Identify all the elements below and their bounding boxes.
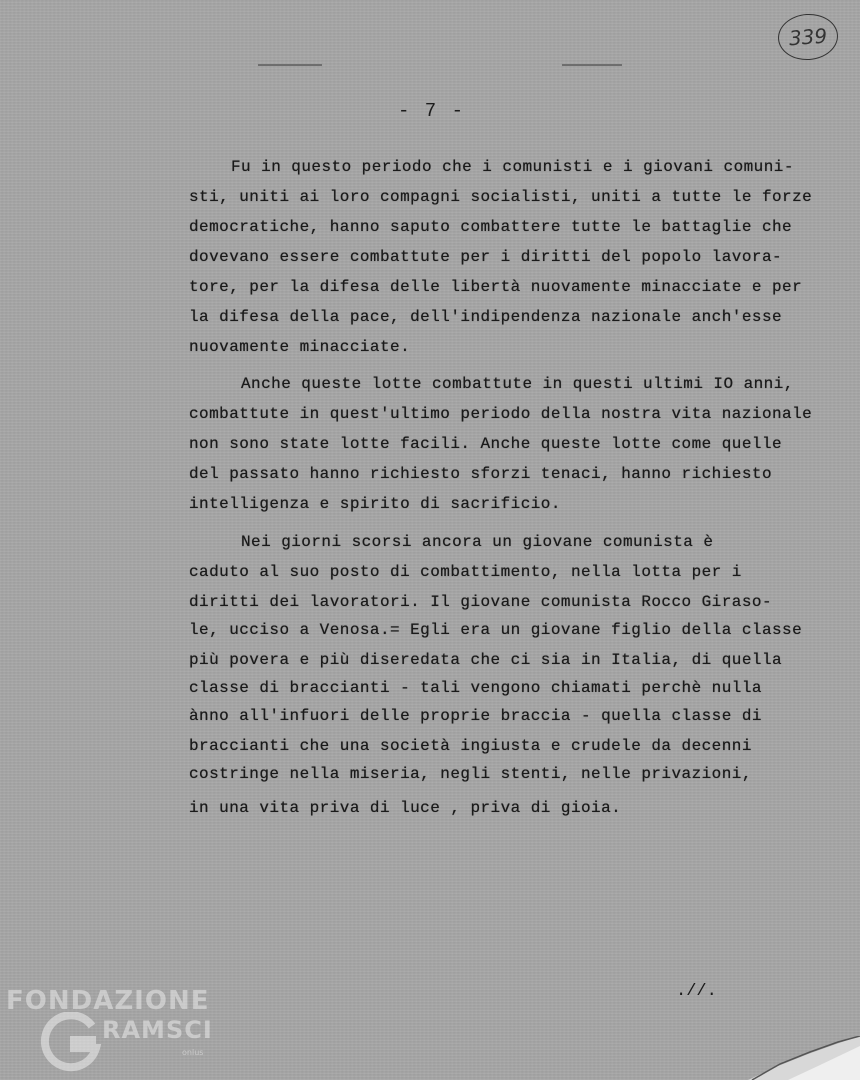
text-line: diritti dei lavoratori. Il giovane comunista Rocco Giraso-	[189, 593, 772, 611]
folded-corner	[748, 1036, 860, 1080]
watermark-line1: FONDAZIONE	[6, 986, 210, 1016]
gramsci-g-logo-icon	[40, 1012, 104, 1074]
text-line: in una vita priva di luce , priva di gioia.	[189, 799, 622, 817]
text-line: Anche queste lotte combattute in questi ultimi IO anni,	[241, 375, 794, 393]
text-line: democratiche, hanno saputo combattere tutte le battaglie che	[189, 218, 793, 236]
text-line: la difesa della pace, dell'indipendenza nazionale anch'esse	[189, 308, 783, 326]
text-line: le, ucciso a Venosa.= Egli era un giovane figlio della classe	[189, 621, 803, 639]
archive-number-stamp: 339	[776, 12, 839, 62]
text-line: dovevano essere combattute per i diritti del popolo lavora-	[189, 248, 783, 266]
text-line: sti, uniti ai loro compagni socialisti, uniti a tutte le forze	[189, 188, 813, 206]
text-line: tore, per la difesa delle libertà nuovamente minacciate e per	[189, 278, 803, 296]
page-number: - 7 -	[398, 100, 466, 122]
text-line: combattute in quest'ultimo periodo della nostra vita nazionale	[189, 405, 813, 423]
text-line: non sono state lotte facili. Anche queste lotte come quelle	[189, 435, 783, 453]
text-line: caduto al suo posto di combattimento, nella lotta per i	[189, 563, 742, 581]
watermark-small: onlus	[182, 1048, 204, 1057]
fondazione-gramsci-watermark	[6, 984, 226, 1074]
text-line: del passato hanno richiesto sforzi tenaci, hanno richiesto	[189, 465, 772, 483]
text-line: costringe nella miseria, negli stenti, nelle privazioni,	[189, 765, 752, 783]
text-line: classe di braccianti - tali vengono chiamati perchè nulla	[189, 679, 762, 697]
continuation-mark: .//.	[676, 982, 717, 1001]
text-line: intelligenza e spirito di sacrificio.	[189, 495, 561, 513]
header-rule-left	[258, 64, 322, 66]
header-rule-right	[562, 64, 622, 66]
text-line: braccianti che una società ingiusta e crudele da decenni	[189, 737, 752, 755]
text-line: Fu in questo periodo che i comunisti e i giovani comuni-	[231, 158, 794, 176]
text-line: ànno all'infuori delle proprie braccia - quella classe di	[189, 707, 762, 725]
text-line: Nei giorni scorsi ancora un giovane comunista è	[241, 533, 714, 551]
text-line: più povera e più diseredata che ci sia in Italia, di quella	[189, 651, 783, 669]
watermark-line2: RAMSCI	[102, 1016, 213, 1044]
text-line: nuovamente minacciate.	[189, 338, 411, 356]
